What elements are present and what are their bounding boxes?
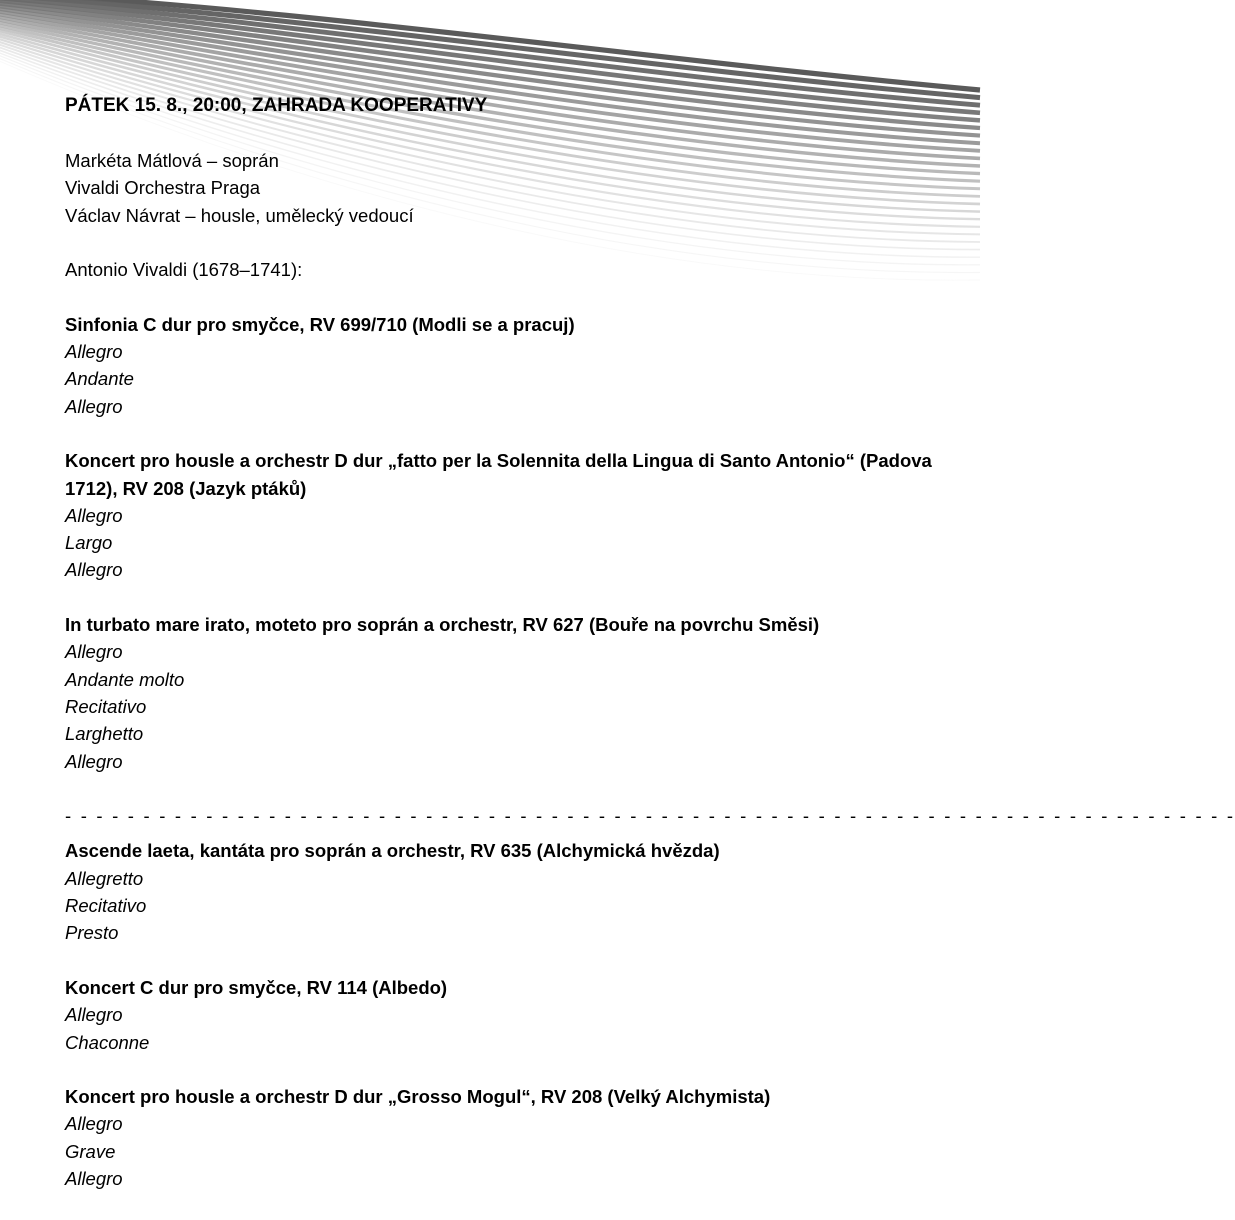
- work-title: Koncert C dur pro smyčce, RV 114 (Albedo): [65, 976, 448, 998]
- movement: Allegretto: [65, 867, 144, 889]
- work-block: [65, 974, 945, 1056]
- performer-orchestra: Vivaldi Orchestra Praga: [65, 177, 261, 199]
- work-title: Sinfonia C dur pro smyčce, RV 699/710 (Modli se a pracuj): [65, 313, 575, 335]
- movement: Allegro: [65, 395, 123, 417]
- movement: Allegro: [65, 1167, 123, 1189]
- work-block: [65, 837, 945, 946]
- program-content: [65, 92, 1235, 1220]
- movement: Allegro: [65, 750, 123, 772]
- work-title: In turbato mare irato, moteto pro soprán a orchestr, RV 627 (Bouře na povrchu Směsi): [65, 614, 820, 636]
- movement: Allegro: [65, 641, 123, 663]
- movement: Presto: [65, 922, 119, 944]
- performers-list: [65, 147, 945, 229]
- performer-soprano: Markéta Mátlová – soprán: [65, 150, 279, 171]
- work-title: Ascende laeta, kantáta pro soprán a orchestr, RV 635 (Alchymická hvězda): [65, 840, 720, 862]
- movement: Chaconne: [65, 1031, 150, 1053]
- work-block: [65, 1083, 945, 1192]
- composer-line: Antonio Vivaldi (1678–1741):: [65, 259, 303, 281]
- movement: Andante molto: [65, 668, 185, 690]
- movement: Allegro: [65, 1004, 123, 1026]
- works-part-2: [65, 837, 945, 1192]
- movement: Allegro: [65, 559, 123, 581]
- work-title: Koncert pro housle a orchestr D dur „Grosso Mogul“, RV 208 (Velký Alchymista): [65, 1086, 771, 1108]
- movement: Allegro: [65, 341, 123, 363]
- intermission-divider: - - - - - - - - - - - - - - - - - - - - - - - - - - - - - - - - - - - - - - - - - - - - - - - - - - - - - - - - - - - - - - - - - - - - - - - - - - -: [65, 805, 1235, 827]
- movement: Recitativo: [65, 695, 147, 717]
- work-block: [65, 611, 945, 775]
- event-header: PÁTEK 15. 8., 20:00, ZAHRADA KOOPERATIVY: [65, 95, 488, 116]
- work-block: [65, 447, 945, 583]
- movement: Largo: [65, 532, 113, 554]
- movement: Allegro: [65, 504, 123, 526]
- work-title: Koncert pro housle a orchestr D dur „fatto per la Solennita della Lingua di Santo Antonio“ (Padova 1712), RV 208 (Jazyk ptáků): [65, 450, 932, 499]
- movement: Recitativo: [65, 895, 147, 917]
- movement: Allegro: [65, 1113, 123, 1135]
- movement: Larghetto: [65, 723, 144, 745]
- works-part-1: [65, 311, 945, 775]
- work-block: [65, 311, 945, 420]
- movement: Andante: [65, 368, 134, 390]
- performer-violin: Václav Návrat – housle, umělecký vedoucí: [65, 204, 414, 226]
- movement: Grave: [65, 1140, 116, 1162]
